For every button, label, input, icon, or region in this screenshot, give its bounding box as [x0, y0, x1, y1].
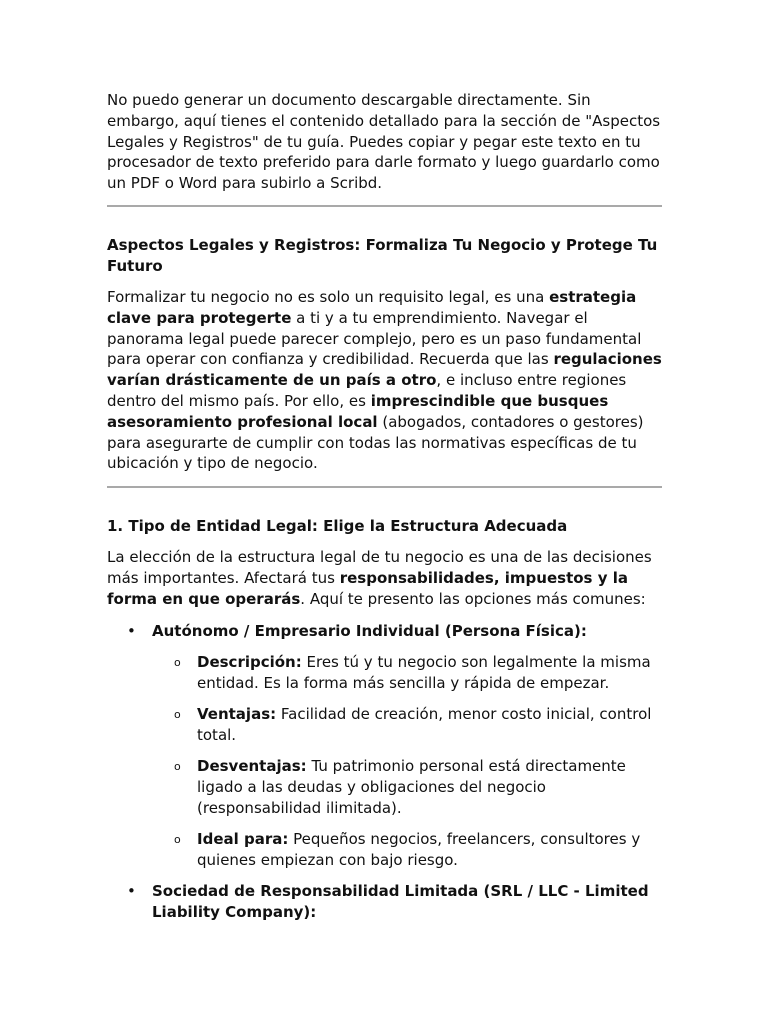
sub-item-label: Desventajas:: [197, 757, 307, 775]
sub-item-text: Eres tú y tu negocio son legalmente la misma entidad. Es la forma más sencilla y rápida de empezar.: [197, 653, 651, 692]
bullet-marker: •: [127, 882, 136, 900]
sub-item-desventajas: [197, 756, 663, 818]
section-text-4: (abogados, contadores o gestores) para asegurarte de cumplir con todas las normativas específicas de tu ubicación y tipo de negocio.: [107, 412, 644, 473]
list-item-srl: Sociedad de Responsabilidad Limitada (SRL / LLC - Limited Liability Company):: [152, 882, 649, 921]
section-bold-3: imprescindible que busques asesoramiento profesional local: [107, 391, 609, 431]
bullet-marker: •: [127, 622, 136, 640]
intro-paragraph: No puedo generar un documento descargable directamente. Sin embargo, aquí tienes el contenido detallado para la sección de "Aspectos Legales y Registros" de tu guía. Puedes copiar y pegar este texto en tu procesador de texto preferido para darle formato y luego guardarlo como un PDF o Word para subirlo a Scribd.: [107, 91, 661, 193]
section-bold-2: regulaciones varían drásticamente de un país a otro: [107, 350, 662, 390]
heading-entity-type: 1. Tipo de Entidad Legal: Elige la Estructura Adecuada: [107, 517, 568, 535]
sub-item-label: Descripción:: [197, 653, 302, 671]
sub-item-descripcion: [197, 652, 663, 694]
list-item-autonomo: Autónomo / Empresario Individual (Persona Física):: [152, 622, 587, 640]
entity-intro-paragraph: [107, 547, 663, 609]
section-text-3: , e incluso entre regiones dentro del mismo país. Por ello, es: [107, 371, 627, 410]
sub-bullet-marker: o: [174, 833, 181, 846]
entity-intro-bold: responsabilidades, impuestos y la forma en que operarás: [107, 568, 628, 608]
sub-bullet-marker: o: [174, 708, 181, 721]
section-text-2: a ti y a tu emprendimiento. Navegar el panorama legal puede parecer complejo, pero es un paso fundamental para operar con confianza y credibilidad. Recuerda que las: [107, 308, 642, 369]
sub-item-text: Tu patrimonio personal está directamente ligado a las deudas y obligaciones del negocio (responsabilidad ilimitada).: [197, 757, 626, 817]
section-text-1: Formalizar tu negocio no es solo un requisito legal, es una: [107, 288, 550, 306]
divider: [107, 486, 662, 488]
section-paragraph: [107, 287, 663, 474]
section-bold-1: estrategia clave para protegerte: [107, 288, 637, 327]
sub-item-ideal: [197, 829, 663, 871]
divider: [107, 205, 662, 207]
section-title: Aspectos Legales y Registros: Formaliza Tu Negocio y Protege Tu Futuro: [107, 236, 658, 275]
sub-bullet-marker: o: [174, 760, 181, 773]
sub-item-text: Facilidad de creación, menor costo inicial, control total.: [197, 705, 652, 744]
sub-bullet-marker: o: [174, 656, 181, 669]
sub-item-label: Ventajas:: [197, 705, 277, 723]
sub-item-ventajas: [197, 704, 663, 746]
sub-item-text: Pequeños negocios, freelancers, consultores y quienes empiezan con bajo riesgo.: [197, 830, 641, 869]
sub-item-label: Ideal para:: [197, 830, 289, 848]
entity-intro-text-1: La elección de la estructura legal de tu negocio es una de las decisiones más importantes. Afectará tus: [107, 548, 652, 587]
entity-intro-text-2: . Aquí te presento las opciones más comunes:: [300, 589, 646, 608]
